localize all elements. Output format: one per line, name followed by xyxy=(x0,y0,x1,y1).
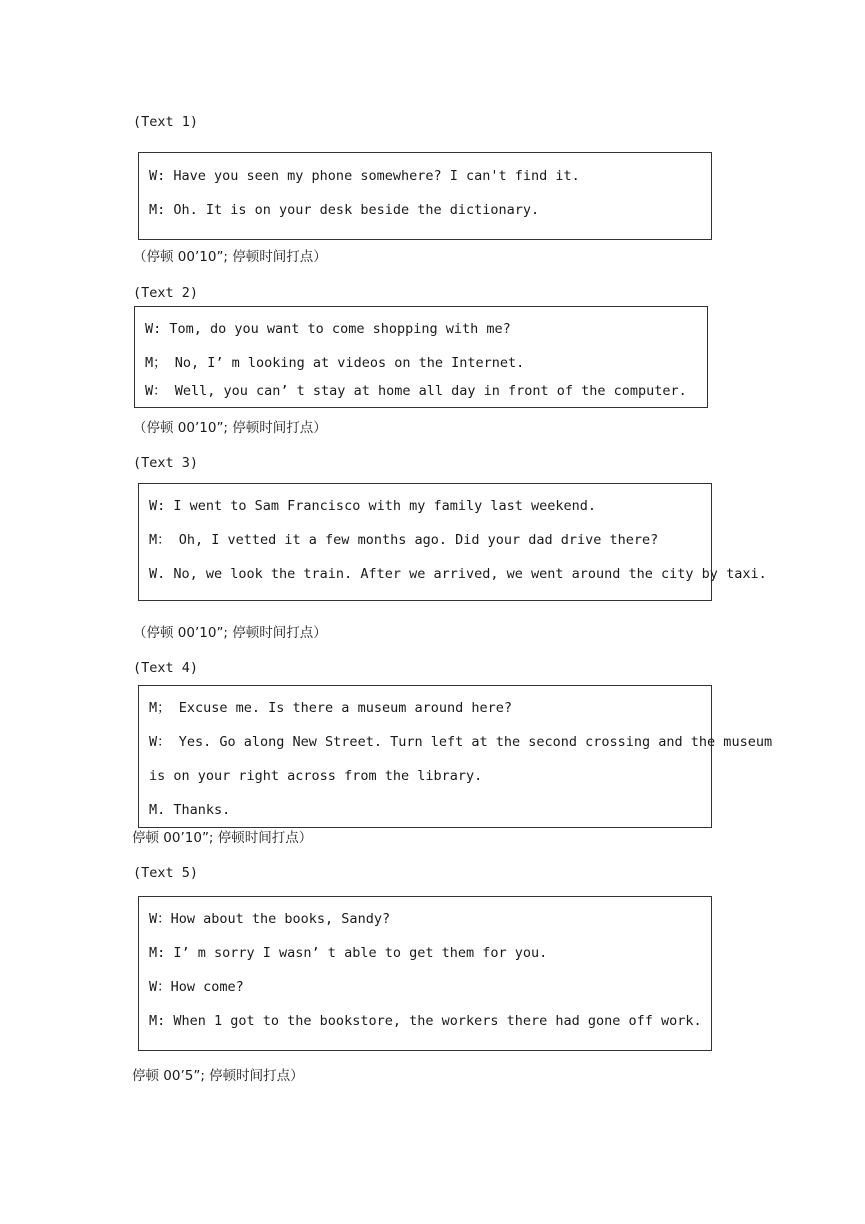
text-5-label: (Text 5) xyxy=(133,865,199,881)
dialogue-line: M： Oh, I vetted it a few months ago. Did your dad drive there? xyxy=(149,532,659,548)
text-2-label: (Text 2) xyxy=(133,285,199,301)
text-2-dialogue-box xyxy=(134,306,708,408)
text-3-pause-note: （停顿 00’10”; 停顿时间打点） xyxy=(133,625,327,641)
dialogue-line: M: I’ m sorry I wasn’ t able to get them for you. xyxy=(149,945,548,961)
text-1-label: (Text 1) xyxy=(133,114,199,130)
text-5-pause-note: 停顿 00’5”; 停顿时间打点） xyxy=(132,1068,304,1084)
dialogue-line: W: Tom, do you want to come shopping with me? xyxy=(145,321,511,337)
text-1-pause-note: （停顿 00’10”; 停顿时间打点） xyxy=(133,249,327,265)
dialogue-line: W： Yes. Go along New Street. Turn left at the second crossing and the museum xyxy=(149,734,773,750)
dialogue-line: M: Oh. It is on your desk beside the dictionary. xyxy=(149,202,540,218)
text-2-pause-note: （停顿 00’10”; 停顿时间打点） xyxy=(133,420,327,436)
dialogue-line: M； No, I’ m looking at videos on the Internet. xyxy=(145,355,525,371)
dialogue-line: W. No, we look the train. After we arrived, we went around the city by taxi. xyxy=(149,566,767,582)
dialogue-line: is on your right across from the library. xyxy=(149,768,483,784)
dialogue-line: M； Excuse me. Is there a museum around here? xyxy=(149,700,512,716)
dialogue-line: W：How about the books, Sandy? xyxy=(149,911,391,927)
dialogue-line: W: Have you seen my phone somewhere? I can't find it. xyxy=(149,168,580,184)
dialogue-line: W： Well, you can’ t stay at home all day in front of the computer. xyxy=(145,383,687,399)
text-1-dialogue-box xyxy=(138,152,712,240)
dialogue-line: W：How come? xyxy=(149,979,244,995)
text-3-label: (Text 3) xyxy=(133,455,199,471)
text-4-pause-note: 停顿 00’10”; 停顿时间打点） xyxy=(132,830,313,846)
text-5-dialogue-box xyxy=(138,896,712,1051)
dialogue-line: M: When 1 got to the bookstore, the workers there had gone off work. xyxy=(149,1013,702,1029)
text-3-dialogue-box xyxy=(138,483,767,601)
dialogue-line: M. Thanks. xyxy=(149,802,231,818)
dialogue-line: W: I went to Sam Francisco with my family last weekend. xyxy=(149,498,597,514)
text-4-dialogue-box xyxy=(138,685,773,828)
text-4-label: (Text 4) xyxy=(133,660,199,676)
